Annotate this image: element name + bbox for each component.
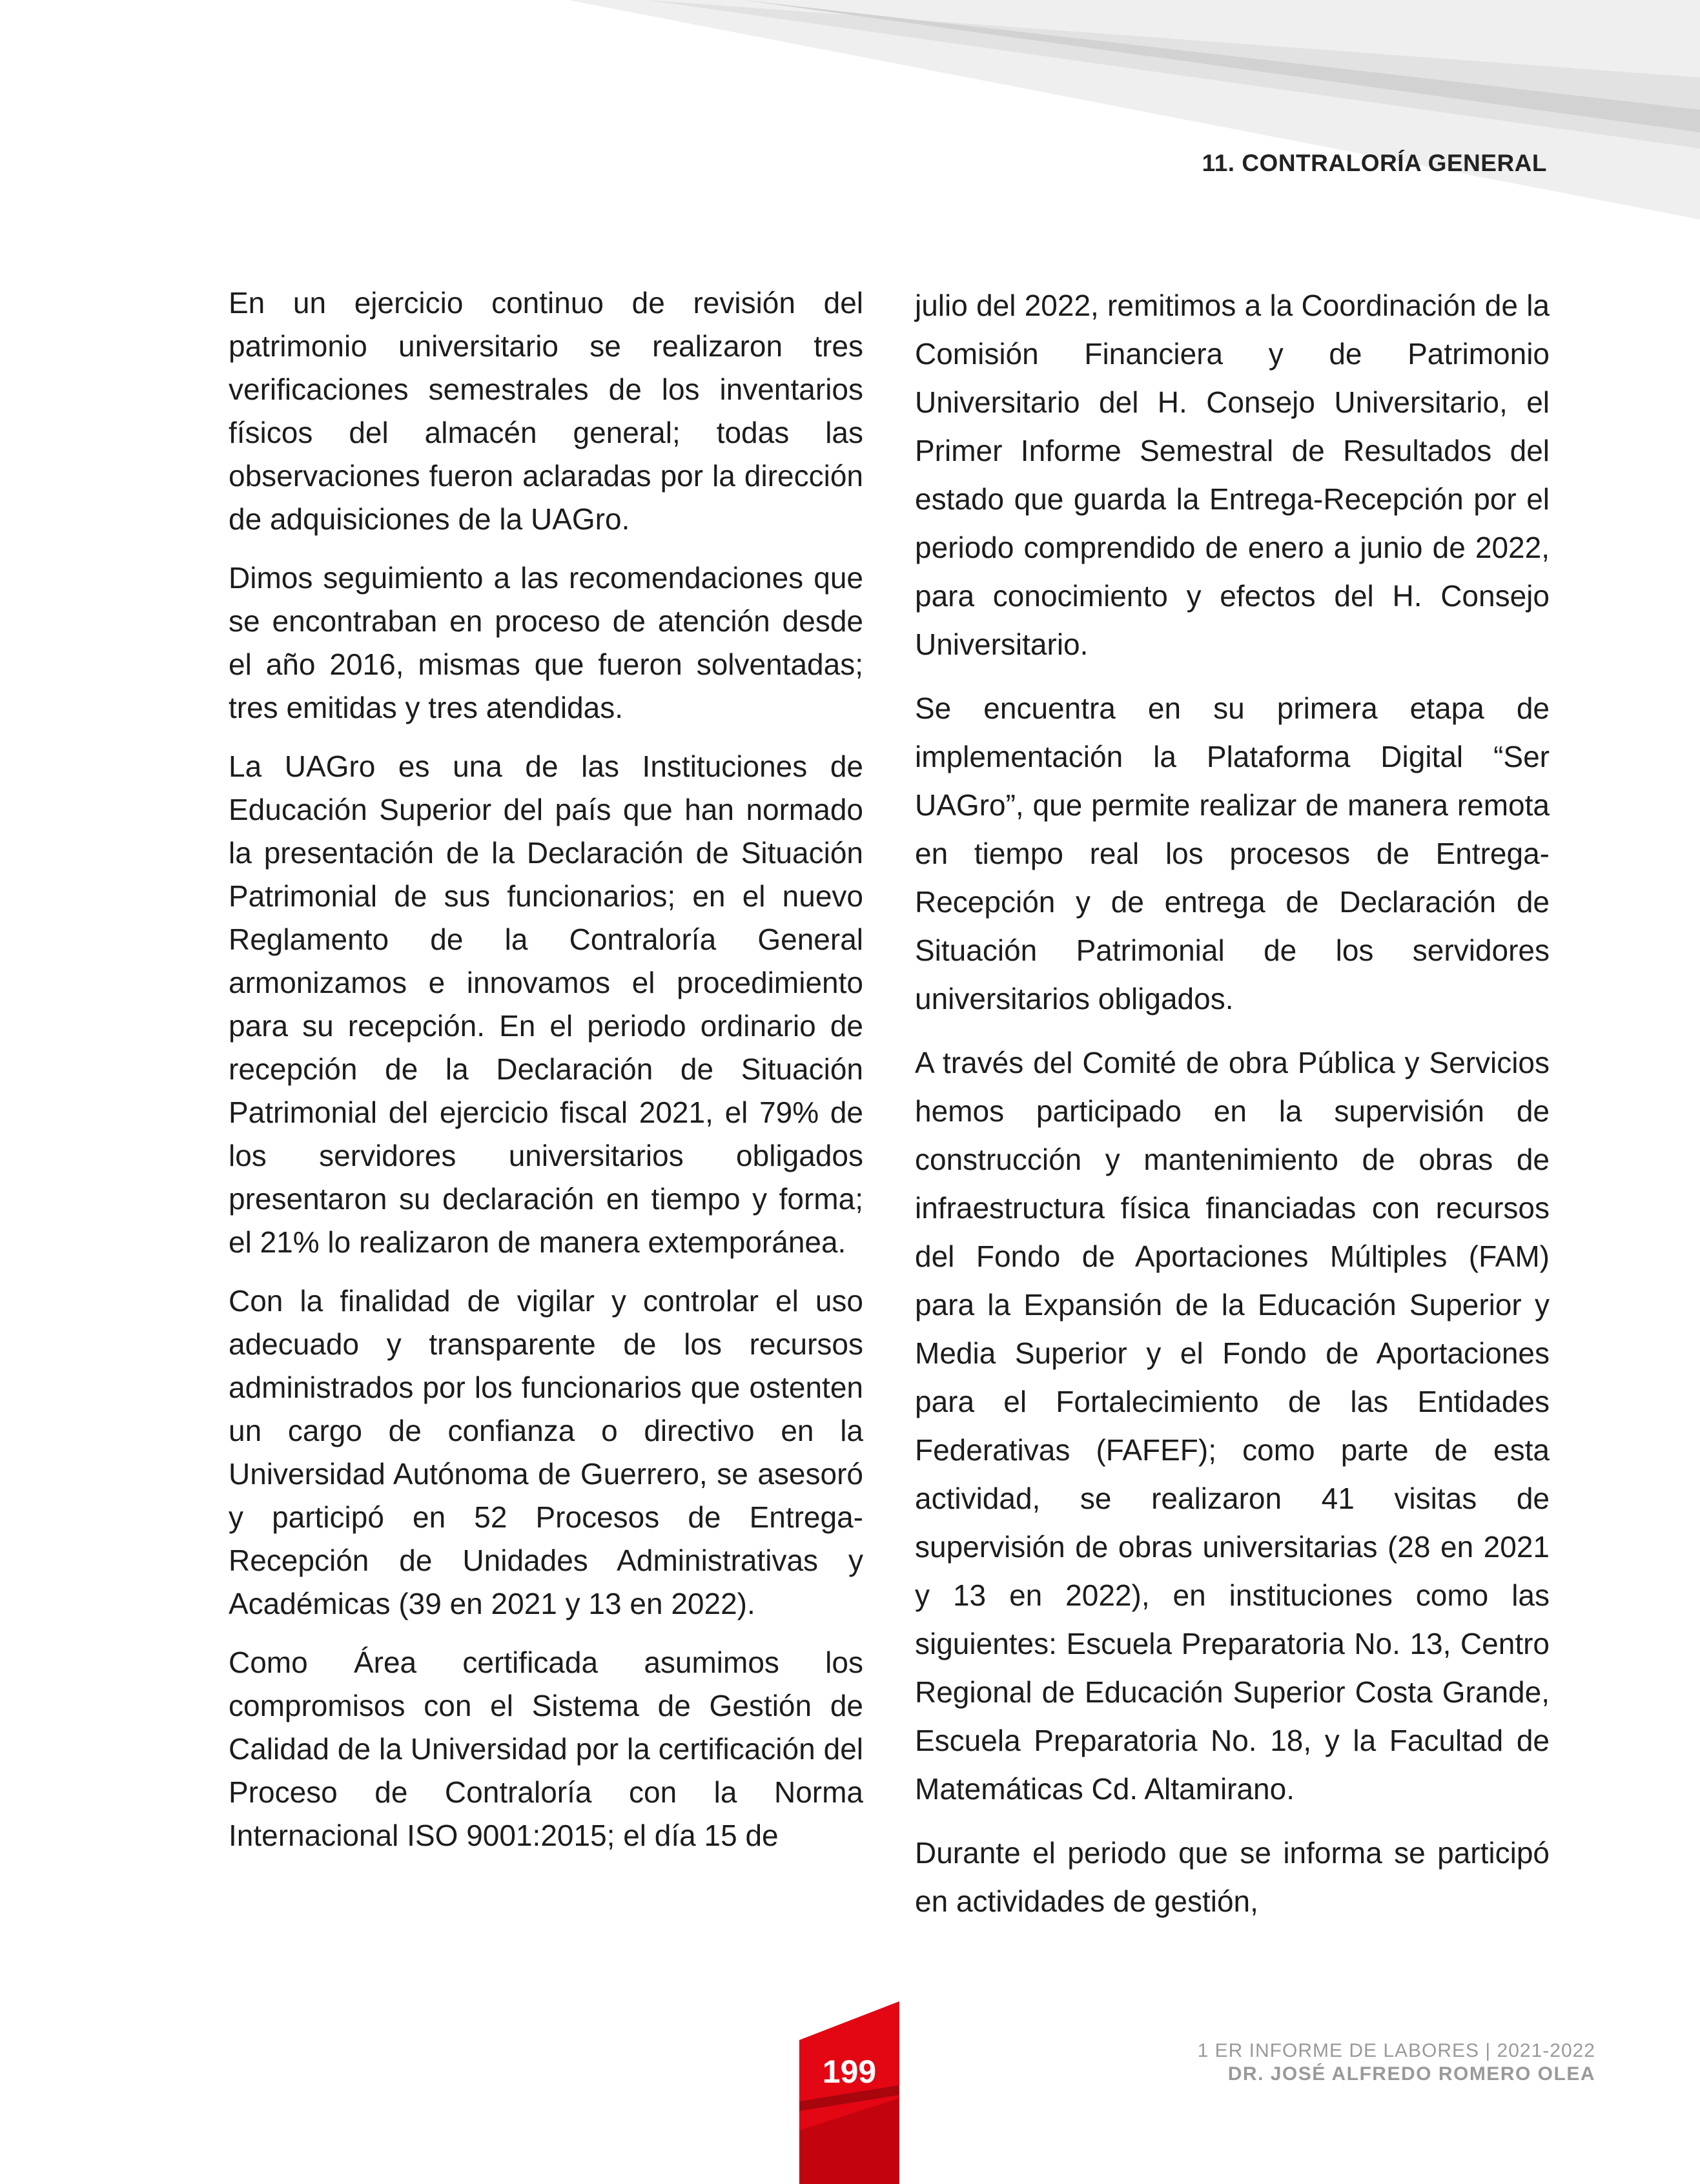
paragraph: Durante el periodo que se informa se participó en actividades de gestión, xyxy=(915,1836,1550,1918)
report-line: 1 ER INFORME DE LABORES | 2021-2022 xyxy=(1197,2040,1595,2061)
paragraph: Con la finalidad de vigilar y controlar el uso adecuado y transparente de los recursos administrados por los funcionarios que ostenten un cargo de confianza o directivo en la Universidad Autónoma de Guerrero, se asesoró y participó en 52 Procesos de Entrega-Recepción de Unidades Administrativas y Académicas (39 en 2021 y 13 en 2022). xyxy=(229,1284,863,1620)
paragraph: julio del 2022, remitimos a la Coordinación de la Comisión Financiera y de Patrimonio Universitario del H. Consejo Universitario, el Primer Informe Semestral de Resultados del estado que guarda la Entrega-Recepción por el periodo comprendido de enero a junio de 2022, para conocimiento y efectos del H. Consejo Universitario. xyxy=(915,289,1550,661)
right-column xyxy=(915,281,1550,1941)
author-line: DR. JOSÉ ALFREDO ROMERO OLEA xyxy=(1227,2063,1595,2085)
paragraph: Dimos seguimiento a las recomendaciones que se encontraban en proceso de atención desde el año 2016, mismas que fueron solventadas; tres emitidas y tres atendidas. xyxy=(229,561,863,724)
paragraph: En un ejercicio continuo de revisión del patrimonio universitario se realizaron tres verificaciones semestrales de los inventarios físicos del almacén general; todas las observaciones fueron aclaradas por la dirección de adquisiciones de la UAGro. xyxy=(229,286,863,536)
paragraph: A través del Comité de obra Pública y Servicios hemos participado en la supervisión de construcción y mantenimiento de obras de infraestructura física financiadas con recursos del Fondo de Aportaciones Múltiples (FAM) para la Expansión de la Educación Superior y Media Superior y el Fondo de Aportaciones para el Fortalecimiento de las Entidades Federativas (FAFEF); como parte de esta actividad, se realizaron 41 visitas de supervisión de obras universitarias (28 en 2021 y 13 en 2022), en instituciones como las siguientes: Escuela Preparatoria No. 13, Centro Regional de Educación Superior Costa Grande, Escuela Preparatoria No. 18, y la Facultad de Matemáticas Cd. Altamirano. xyxy=(915,1046,1550,1806)
footer-credit xyxy=(1198,2040,1595,2085)
section-title: 11. CONTRALORÍA GENERAL xyxy=(1202,150,1547,176)
left-column xyxy=(229,281,863,1873)
paragraph: Como Área certificada asumimos los compromisos con el Sistema de Gestión de Calidad de la Universidad por la certificación del Proceso de Contraloría con la Norma Internacional ISO 9001:2015; el día 15 de xyxy=(229,1646,863,1852)
page-number: 199 xyxy=(822,2054,877,2090)
paragraph: Se encuentra en su primera etapa de implementación la Plataforma Digital “Ser UAGro”, que permite realizar de manera remota en tiempo real los procesos de Entrega-Recepción y de entrega de Declaración de Situación Patrimonial de los servidores universitarios obligados. xyxy=(915,691,1550,1015)
paragraph: La UAGro es una de las Instituciones de Educación Superior del país que han normado la presentación de la Declaración de Situación Patrimonial de sus funcionarios; en el nuevo Reglamento de la Contraloría General armonizamos e innovamos el procedimiento para su recepción. En el periodo ordinario de recepción de la Declaración de Situación Patrimonial del ejercicio fiscal 2021, el 79% de los servidores universitarios obligados presentaron su declaración en tiempo y forma; el 21% lo realizaron de manera extemporánea. xyxy=(229,750,863,1259)
